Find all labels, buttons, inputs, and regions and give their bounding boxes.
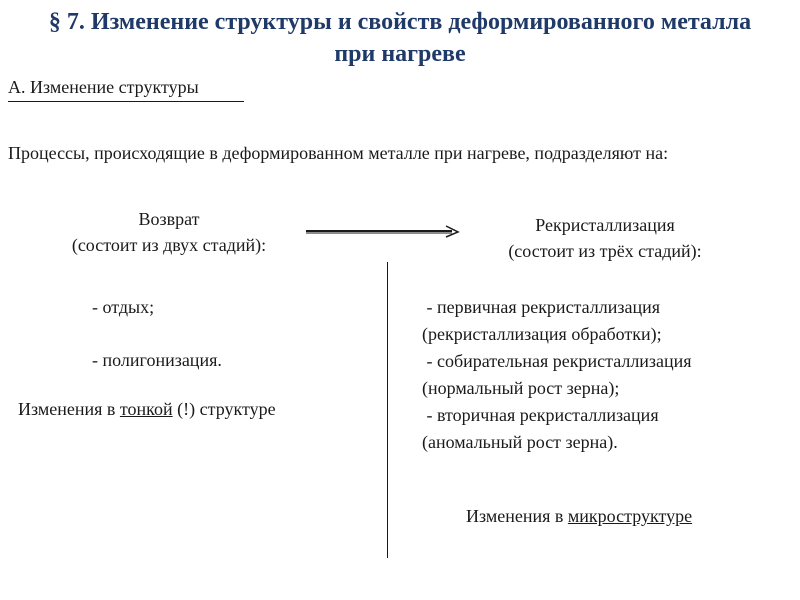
- recrystallization-conclusion: [466, 503, 692, 529]
- list-item: (нормальный рост зерна);: [422, 378, 620, 398]
- intro-paragraph: Процессы, происходящие в деформированном металле при нагреве, подразделяют на:: [8, 143, 669, 163]
- recrystallization-conclusion-emphasis: микроструктуре: [567, 506, 693, 526]
- recrystallization-title: Рекристаллизация: [535, 215, 675, 235]
- arrow-right-icon: [306, 224, 462, 238]
- slide-title-line-1: § 7. Изменение структуры и свойств деформированного металла: [48, 9, 752, 35]
- recovery-heading: [40, 206, 298, 258]
- list-item: - первичная рекристаллизация: [422, 297, 661, 317]
- column-divider: [387, 262, 388, 558]
- list-item: - собирательная рекристаллизация: [422, 351, 692, 371]
- slide-title-line-2: при нагреве: [334, 41, 466, 67]
- section-underline: [8, 101, 244, 102]
- section-heading: А. Изменение структуры: [8, 77, 199, 97]
- list-item: (рекристаллизация обработки);: [422, 324, 662, 344]
- recrystallization-heading: [470, 212, 740, 264]
- recovery-stages-note: (состоит из двух стадий):: [71, 235, 267, 255]
- recrystallization-conclusion-prefix: Изменения в: [466, 506, 568, 526]
- recovery-title: Возврат: [138, 209, 200, 229]
- slide-title: [0, 6, 800, 70]
- recrystallization-stages-note: (состоит из трёх стадий):: [508, 241, 702, 261]
- recovery-conclusion-suffix: (!) структуре: [172, 399, 276, 419]
- list-item: - вторичная рекристаллизация: [422, 405, 659, 425]
- recovery-conclusion-prefix: Изменения в: [18, 399, 120, 419]
- list-item: (аномальный рост зерна).: [422, 432, 618, 452]
- recovery-conclusion: [18, 396, 276, 422]
- recrystallization-stages-list: [422, 294, 692, 456]
- recovery-stage-item: - полигонизация.: [92, 350, 222, 370]
- recovery-stage-item: - отдых;: [92, 297, 155, 317]
- recovery-conclusion-emphasis: тонкой: [119, 399, 173, 419]
